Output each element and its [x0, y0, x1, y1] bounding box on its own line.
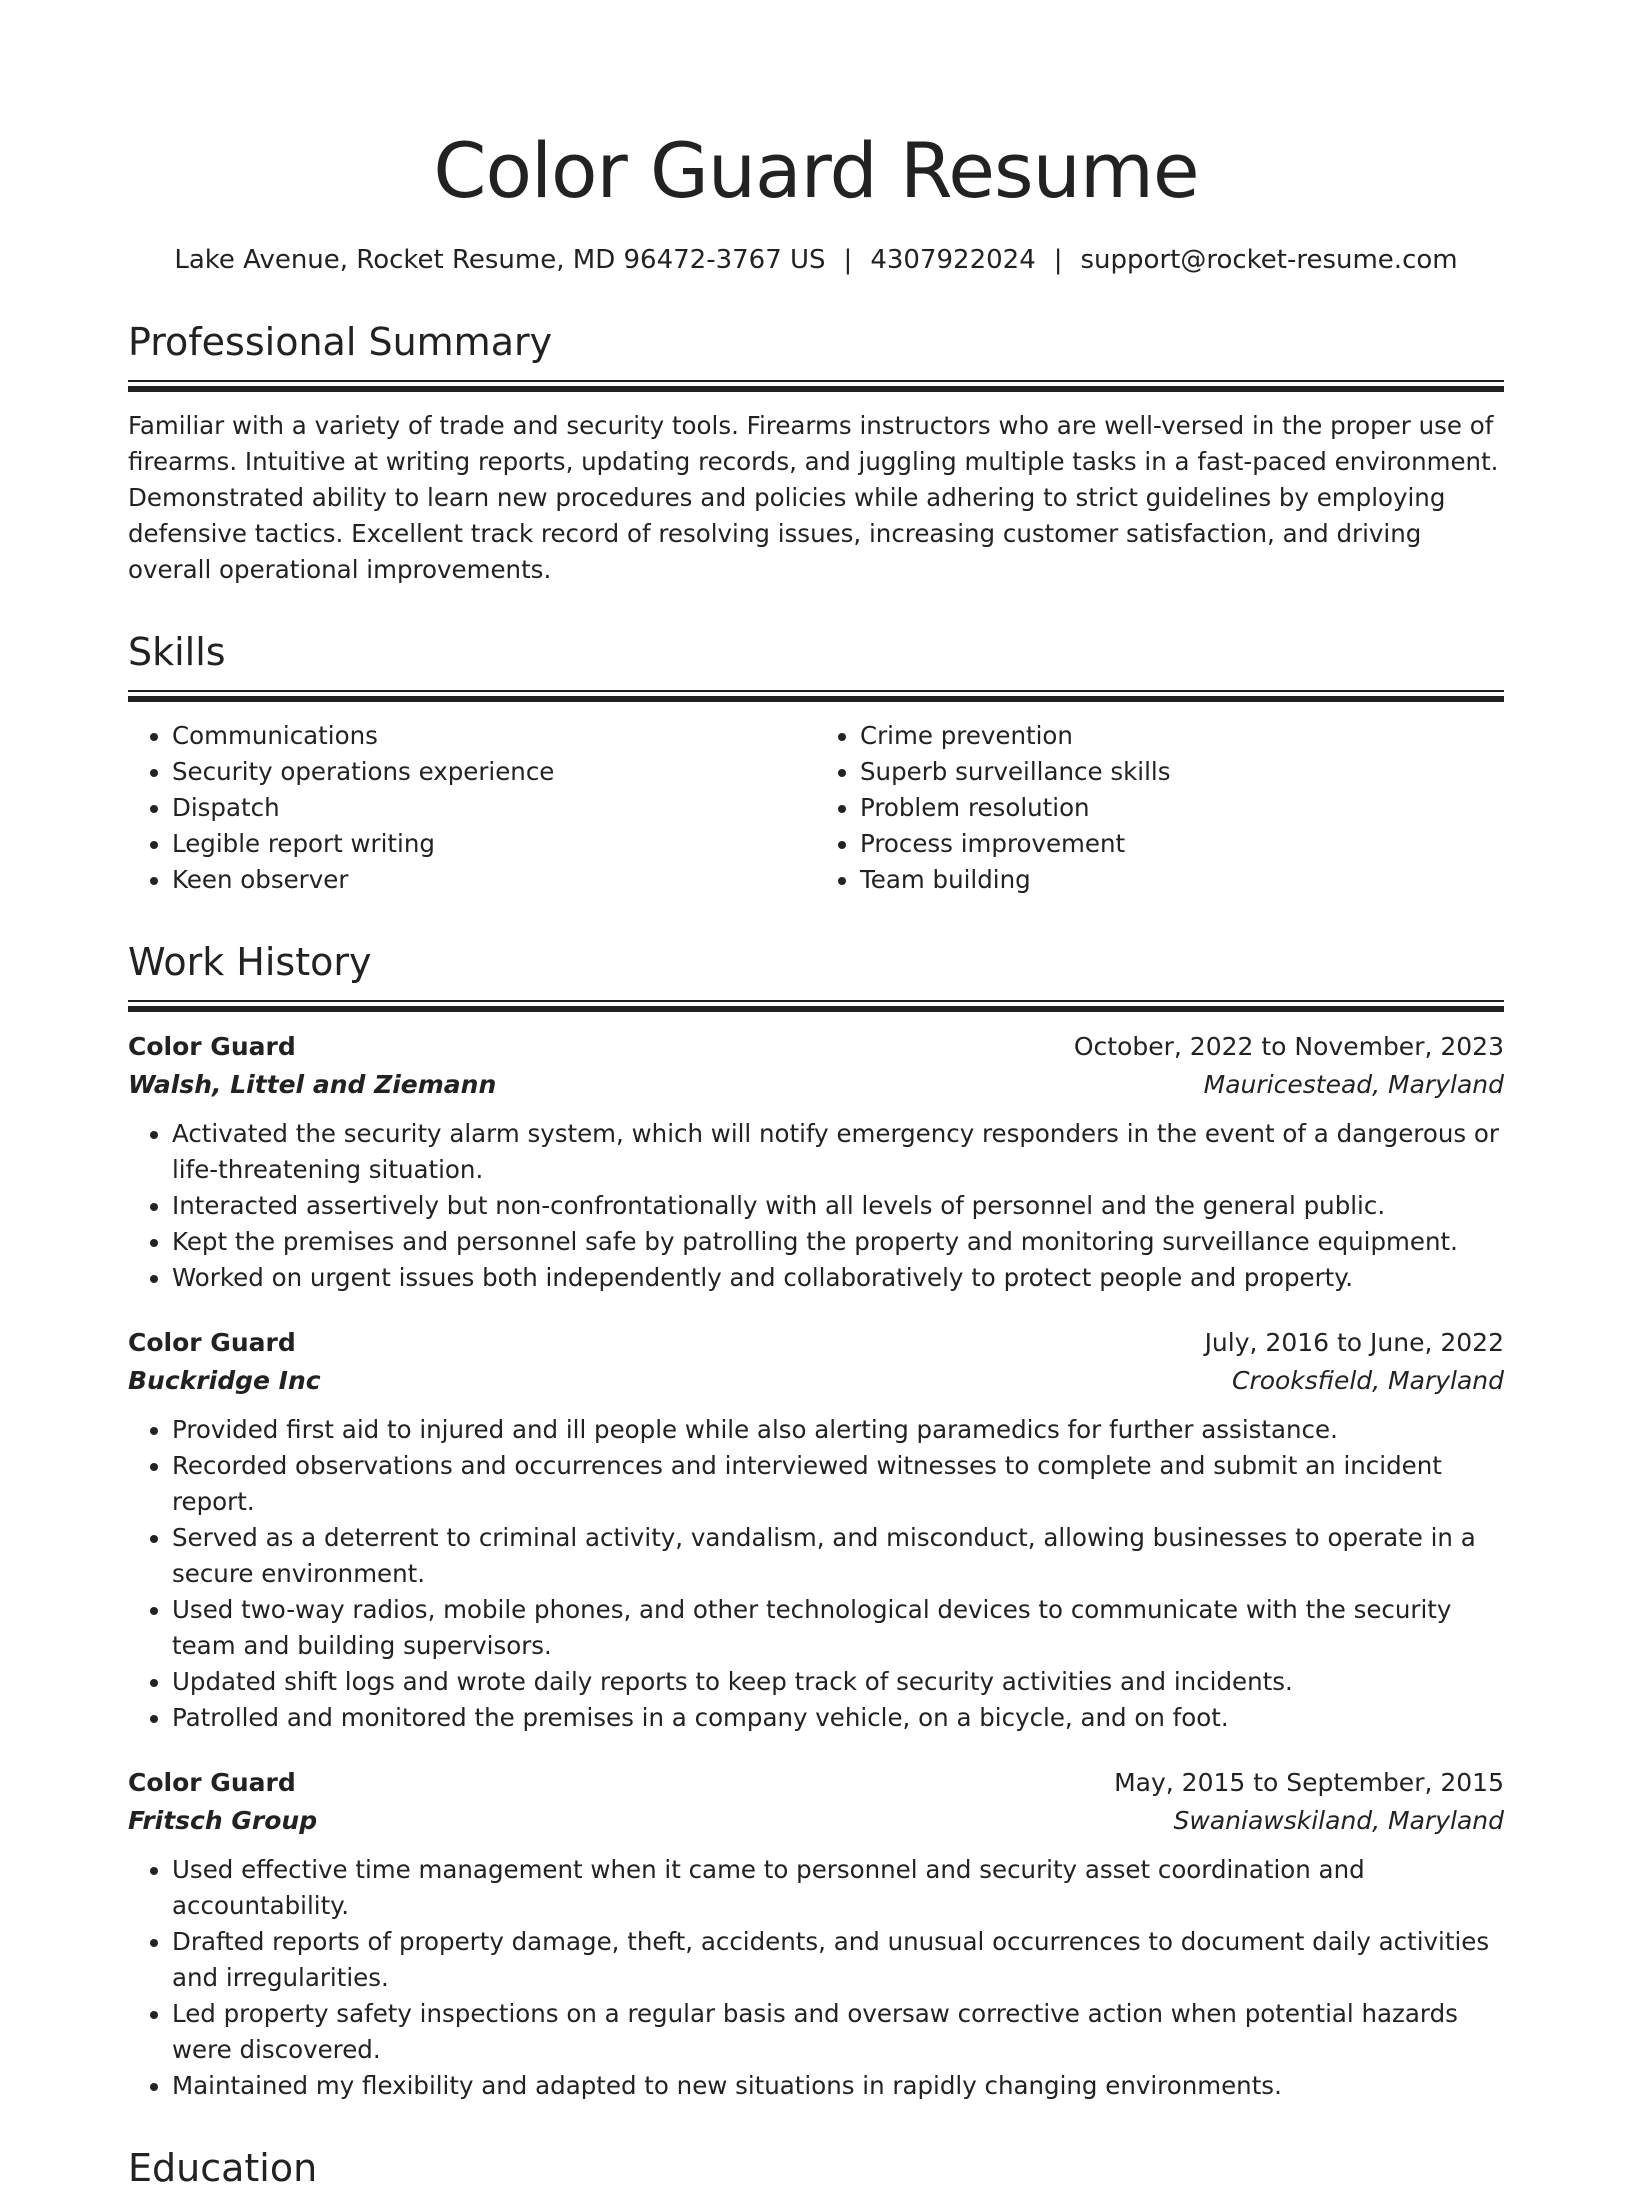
job-bullet: • Used effective time management when it came to personnel and security asset coordination and accountability. [172, 1852, 1504, 1924]
contact-separator: | [843, 245, 853, 275]
resume-title: Color Guard Resume [433, 126, 1199, 215]
skill-item: • Team building [860, 862, 1504, 898]
job-bullet: • Served as a deterrent to criminal activity, vandalism, and misconduct, allowing businesses to operate in a secure environment. [172, 1520, 1504, 1592]
contact-line [128, 242, 1504, 278]
job-header-row [128, 1764, 1504, 1802]
job-bullet: • Worked on urgent issues both independently and collaboratively to protect people and property. [172, 1260, 1504, 1296]
job-dates: May, 2015 to September, 2015 [1114, 1768, 1504, 1797]
skills-heading: Skills [128, 630, 226, 674]
job-subheader-row [128, 1066, 1504, 1104]
job-dates: October, 2022 to November, 2023 [1073, 1032, 1504, 1061]
job-bullet: • Patrolled and monitored the premises in a company vehicle, on a bicycle, and on foot. [172, 1700, 1504, 1736]
education-heading: Education [128, 2146, 318, 2190]
skill-item: • Keen observer [172, 862, 816, 898]
skill-item: • Dispatch [172, 790, 816, 826]
job-location: Mauricestead, Maryland [1203, 1070, 1504, 1099]
job-company: Walsh, Littel and Ziemann [128, 1070, 497, 1099]
job-header-row [128, 1324, 1504, 1362]
contact-email: support@rocket-resume.com [1080, 245, 1458, 275]
job-bullets [128, 1412, 1504, 1736]
job-bullet: • Provided first aid to injured and ill people while also alerting paramedics for further assistance. [172, 1412, 1504, 1448]
job-bullet: • Activated the security alarm system, which will notify emergency responders in the event of a dangerous or life-threatening situation. [172, 1116, 1504, 1188]
section-divider [128, 380, 1504, 392]
job-company: Buckridge Inc [128, 1366, 321, 1395]
skill-item: • Problem resolution [860, 790, 1504, 826]
skills-column-left [128, 718, 816, 898]
job-bullet: • Used two-way radios, mobile phones, and other technological devices to communicate with the security team and building supervisors. [172, 1592, 1504, 1664]
job-entry [128, 1028, 1504, 1296]
skill-item: • Crime prevention [860, 718, 1504, 754]
contact-phone: 4307922024 [870, 245, 1036, 275]
job-bullet: • Kept the premises and personnel safe by patrolling the property and monitoring surveillance equipment. [172, 1224, 1504, 1260]
job-bullet: • Interacted assertively but non-confrontationally with all levels of personnel and the general public. [172, 1188, 1504, 1224]
skill-item: • Legible report writing [172, 826, 816, 862]
summary-heading: Professional Summary [128, 320, 553, 364]
work-heading: Work History [128, 940, 372, 984]
skills-column-right [816, 718, 1504, 898]
job-dates: July, 2016 to June, 2022 [1204, 1328, 1504, 1357]
job-subheader-row [128, 1802, 1504, 1840]
job-bullet: • Updated shift logs and wrote daily reports to keep track of security activities and incidents. [172, 1664, 1504, 1700]
job-title: Color Guard [128, 1328, 296, 1357]
section-divider [128, 690, 1504, 702]
job-location: Swaniawskiland, Maryland [1173, 1806, 1504, 1835]
job-subheader-row [128, 1362, 1504, 1400]
skill-item: • Process improvement [860, 826, 1504, 862]
contact-address: Lake Avenue, Rocket Resume, MD 96472-3767 US [174, 245, 826, 275]
job-title: Color Guard [128, 1768, 296, 1797]
job-bullet: • Drafted reports of property damage, theft, accidents, and unusual occurrences to document daily activities and irregularities. [172, 1924, 1504, 1996]
job-bullets [128, 1852, 1504, 2104]
job-header-row [128, 1028, 1504, 1066]
skill-item: • Security operations experience [172, 754, 816, 790]
skill-item: • Superb surveillance skills [860, 754, 1504, 790]
job-title: Color Guard [128, 1032, 296, 1061]
job-bullet: • Maintained my flexibility and adapted to new situations in rapidly changing environments. [172, 2068, 1504, 2104]
skill-item: • Communications [172, 718, 816, 754]
job-bullet: • Recorded observations and occurrences and interviewed witnesses to complete and submit an incident report. [172, 1448, 1504, 1520]
section-divider [128, 1000, 1504, 1012]
job-entry [128, 1324, 1504, 1736]
contact-separator: | [1053, 245, 1063, 275]
job-company: Fritsch Group [128, 1806, 318, 1835]
summary-text: Familiar with a variety of trade and security tools. Firearms instructors who are well-versed in the proper use of firearms. Intuitive at writing reports, updating records, and juggling multiple tasks in a fast-paced environment. Demonstrated ability to learn new procedures and policies while adhering to strict guidelines by employing defensive tactics. Excellent track record of resolving issues, increasing customer satisfaction, and driving overall operational improvements. [128, 411, 1499, 584]
skills-list [128, 718, 1504, 898]
job-entry [128, 1764, 1504, 2104]
job-bullet: • Led property safety inspections on a regular basis and oversaw corrective action when potential hazards were discovered. [172, 1996, 1504, 2068]
job-bullets [128, 1116, 1504, 1296]
job-location: Crooksfield, Maryland [1231, 1366, 1504, 1395]
